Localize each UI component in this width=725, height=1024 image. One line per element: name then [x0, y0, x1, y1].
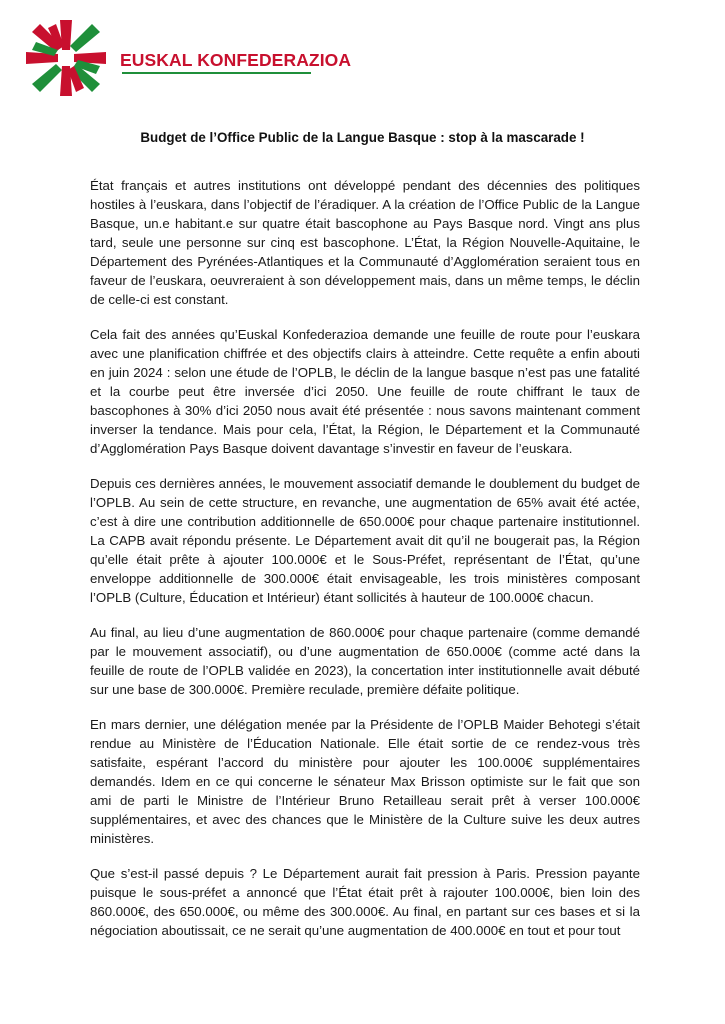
paragraph-6: Que s’est-il passé depuis ? Le Département aurait fait pression à Paris. Pression payante puisque le sous-préfet a annoncé que l’État était prêt à rajouter 100.000€, bien loin des 860.000€, des 650.000€, ou même des 300.000€. Au final, en partant sur ces bases et si la négociation aboutissait, ce ne serait qu’une augmentation de 400.000€ en tout et pour tout	[90, 866, 640, 938]
starburst-logo-icon	[16, 14, 116, 102]
organization-name: EUSKAL KONFEDERAZIOA	[120, 50, 352, 70]
paragraph-5: En mars dernier, une délégation menée par la Présidente de l’OPLB Maider Behotegi s’était rendue au Ministère de l’Éducation Nationale. Elle était sortie de ce rendez-vous très satisfaite, espérant l’accord du ministère pour ajouter les 100.000€ supplémentaires demandés. Idem en ce qui concerne le sénateur Max Brisson optimiste sur le fait que son ami de parti le Ministre de l’Intérieur Bruno Retailleau serait prêt à verser 100.000€ supplémentaires, et avec des chances que le Ministère de la Culture suive les deux autres ministères.	[90, 717, 640, 846]
organization-logo	[16, 14, 352, 102]
document-title: Budget de l’Office Public de la Langue Basque : stop à la mascarade !	[140, 129, 585, 145]
paragraph-4: Au final, au lieu d’une augmentation de 860.000€ pour chaque partenaire (comme demandé par le mouvement associatif), ou d’une augmentation de 650.000€ (comme acté dans la feuille de route de l’OPLB validée en 2023), la concertation inter institutionnelle avait débuté sur une base de 300.000€. Première reculade, première défaite politique.	[90, 625, 640, 697]
logo-divider	[122, 72, 311, 74]
paragraph-1: État français et autres institutions ont développé pendant des décennies des politiques hostiles à l’euskara, dans l’objectif de l’éradiquer. A la création de l’Office Public de la Langue Basque, un.e habitant.e sur quatre était bascophone au Pays Basque nord. Vingt ans plus tard, seule une personne sur cinq est bascophone. L’État, la Région Nouvelle-Aquitaine, le Département des Pyrénées-Atlantiques et la Communauté d’Agglomération seraient tous en faveur de l’euskara, oeuvreraient à son développement mais, dans un même temps, le déclin de celle-ci est constant.	[90, 178, 640, 307]
document-body	[90, 176, 640, 956]
paragraph-3: Depuis ces dernières années, le mouvement associatif demande le doublement du budget de l’OPLB. Au sein de cette structure, en revanche, une augmentation de 65% avait été actée, c’est à dire une contribution additionnelle de 650.000€ pour chaque partenaire institutionnel. La CAPB avait répondu présente. Le Département avait dit qu’il ne bougerait pas, la Région qu’elle était prête à ajouter 100.000€ et le Sous-Préfet, représentant de l’État, qu’une enveloppe additionnelle de 300.000€ était envisageable, les trois ministères composant l’OPLB (Culture, Éducation et Intérieur) étant sollicités à hauteur de 100.000€ chacun.	[90, 476, 640, 605]
paragraph-2: Cela fait des années qu’Euskal Konfederazioa demande une feuille de route pour l’euskara avec une planification chiffrée et des objectifs clairs à atteindre. Cette requête a enfin abouti en juin 2024 : selon une étude de l’OPLB, le déclin de la langue basque n’est pas une fatalité et la courbe peut être inversée d’ici 2050. Une feuille de route chiffrant le taux de bascophones à 30% d’ici 2050 nous avait été présentée : nous savons maintenant comment inverser la tendance. Mais pour cela, l’État, la Région, le Département et la Communauté d’Agglomération Pays Basque doivent davantage s’investir en faveur de l’euskara.	[90, 327, 640, 456]
